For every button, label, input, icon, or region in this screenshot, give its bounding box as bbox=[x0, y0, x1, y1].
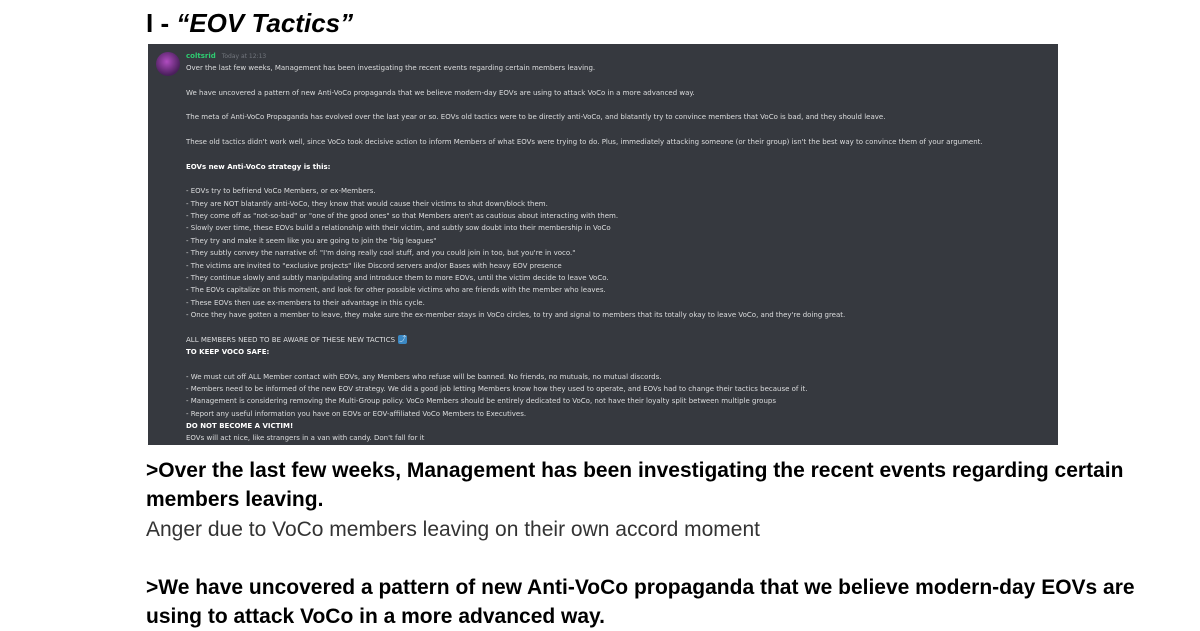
section-heading-prefix: I - bbox=[146, 8, 177, 38]
message-line bbox=[186, 198, 1052, 210]
message-line bbox=[186, 74, 1052, 86]
message-line bbox=[186, 408, 1052, 420]
message-line-text: - Slowly over time, these EOVs build a relationship with their victim, and subtly sow doubt into their membership in VoCo bbox=[186, 224, 611, 233]
message-line bbox=[186, 148, 1052, 160]
message-line bbox=[186, 284, 1052, 296]
message-line-text: - They come off as "not-so-bad" or "one of the good ones" so that Members aren't as cautious about interacting with them. bbox=[186, 212, 619, 221]
message-line bbox=[186, 260, 1052, 272]
message-line-text: - Members need to be informed of the new EOV strategy. We did a good job letting Members know how they used to operate, and EOVs had to change their tactics because of it. bbox=[186, 384, 808, 393]
message-line bbox=[186, 334, 1052, 346]
discord-message-screenshot bbox=[148, 44, 1058, 445]
message-line bbox=[186, 161, 1052, 173]
message-line bbox=[186, 346, 1052, 358]
quote-paragraph-1: >Over the last few weeks, Management has been investigating the recent events regarding certain members leaving. bbox=[146, 459, 1124, 511]
message-line-text: - Report any useful information you have on EOVs or EOV-affiliated VoCo Members to Executives. bbox=[186, 409, 527, 418]
message-line-text: - These EOVs then use ex-members to their advantage in this cycle. bbox=[186, 298, 425, 307]
message-line bbox=[186, 111, 1052, 123]
message-line bbox=[186, 247, 1052, 259]
message-line bbox=[186, 185, 1052, 197]
message-line-text: - Management is considering removing the Multi-Group policy. VoCo Members should be entirely dedicated to VoCo, not have their loyalty split between multiple groups bbox=[186, 397, 776, 406]
message-timestamp: Today at 12:13 bbox=[221, 53, 267, 60]
message-line bbox=[186, 222, 1052, 234]
quote-paragraph-2: >We have uncovered a pattern of new Anti-VoCo propaganda that we believe modern-day EOVs are using to attack VoCo in a more advanced way. bbox=[146, 576, 1135, 628]
message-line-text: - Once they have gotten a member to leave, they make sure the ex-member stays in VoCo circles, to try and signal to members that its totally okay to leave VoCo, and they're doing great. bbox=[186, 310, 846, 319]
message-line-text: These old tactics didn't work well, since VoCo took decisive action to inform Members of what EOVs were trying to do. Plus, immediately attacking someone (or their group) isn't the best way to convince them of your argument. bbox=[186, 138, 983, 147]
message-line-text: The meta of Anti-VoCo Propaganda has evolved over the last year or so. EOVs old tactics were to be directly anti-VoCo, and blatantly try to convince members that VoCo is bad, and they should leave. bbox=[186, 113, 886, 122]
message-line-text: We have uncovered a pattern of new Anti-VoCo propaganda that we believe modern-day EOVs are using to attack VoCo in a more advanced way. bbox=[186, 88, 695, 97]
message-line-text: - They try and make it seem like you are going to join the "big leagues" bbox=[186, 236, 437, 245]
message-line bbox=[186, 173, 1052, 185]
message-line bbox=[186, 383, 1052, 395]
section-heading bbox=[146, 6, 353, 40]
message-line-text: Over the last few weeks, Management has been investigating the recent events regarding certain members leaving. bbox=[186, 64, 596, 72]
message-line bbox=[186, 272, 1052, 284]
message-line-text: - EOVs try to befriend VoCo Members, or ex-Members. bbox=[186, 187, 376, 196]
message-line bbox=[186, 297, 1052, 309]
message-header bbox=[186, 51, 266, 62]
message-line-text: EOVs will act nice, like strangers in a van with candy. Don't fall for it bbox=[186, 434, 425, 443]
message-line-text: - They are NOT blatantly anti-VoCo, they know that would cause their victims to shut down/block them. bbox=[186, 199, 548, 208]
message-line bbox=[186, 371, 1052, 383]
message-line bbox=[186, 358, 1052, 370]
message-line bbox=[186, 62, 1052, 74]
message-line bbox=[186, 136, 1052, 148]
message-line-text: DO NOT BECOME A VICTIM! bbox=[186, 421, 294, 430]
message-line-text: - The victims are invited to "exclusive projects" like Discord servers and/or Bases with heavy EOV presence bbox=[186, 261, 562, 270]
message-body bbox=[186, 62, 1052, 445]
message-line bbox=[186, 420, 1052, 432]
message-line bbox=[186, 124, 1052, 136]
message-line-text: - We must cut off ALL Member contact with EOVs, any Members who refuse will be banned. No friends, no mutuals, no mutual discords. bbox=[186, 372, 662, 381]
message-line-text: TO KEEP VOCO SAFE: bbox=[186, 347, 270, 356]
message-line-text: - They subtly convey the narrative of: "I'm doing really cool stuff, and you could join in too, but you're in voco." bbox=[186, 249, 576, 258]
message-line bbox=[186, 235, 1052, 247]
user-avatar bbox=[156, 52, 180, 76]
message-line bbox=[186, 309, 1052, 321]
message-line bbox=[186, 99, 1052, 111]
message-line-text: - The EOVs capitalize on this moment, and look for other possible victims who are friends with the member who leaves. bbox=[186, 286, 606, 295]
message-line-text: ALL MEMBERS NEED TO BE AWARE OF THESE NEW TACTICS bbox=[186, 335, 396, 344]
author-name: coltsrid bbox=[186, 52, 216, 60]
message-line-text: - They continue slowly and subtly manipulating and introduce them to more EOVs, until the victim decide to leave VoCo. bbox=[186, 273, 609, 282]
message-line bbox=[186, 321, 1052, 333]
message-line-text: EOVs new Anti-VoCo strategy is this: bbox=[186, 162, 331, 171]
message-line bbox=[186, 395, 1052, 407]
message-line bbox=[186, 87, 1052, 99]
comment-paragraph-1: Anger due to VoCo members leaving on their own accord moment bbox=[146, 518, 760, 541]
arrow-emoji-icon: ⤴ bbox=[399, 335, 407, 344]
message-line bbox=[186, 210, 1052, 222]
message-line bbox=[186, 432, 1052, 444]
section-heading-title: “EOV Tactics” bbox=[176, 8, 354, 38]
